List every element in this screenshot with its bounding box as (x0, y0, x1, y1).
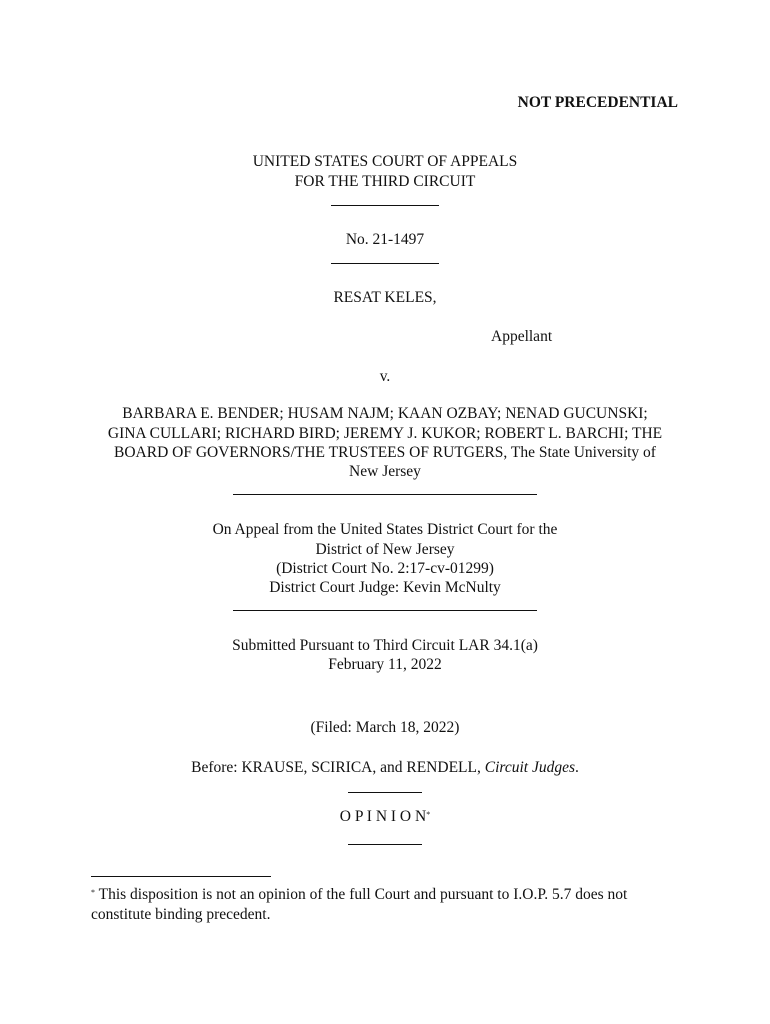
court-name-line-2: FOR THE THIRD CIRCUIT (294, 173, 476, 190)
filed-date: (Filed: March 18, 2022) (310, 719, 460, 736)
defendants-line-4: New Jersey (349, 463, 421, 480)
separator-rule-2 (0, 253, 770, 273)
court-name-line-1: UNITED STATES COURT OF APPEALS (252, 153, 518, 170)
separator-rule-6 (0, 834, 770, 854)
appellant-role: Appellant (491, 328, 553, 345)
separator-rule-5 (0, 782, 770, 802)
defendants-line-1: BARBARA E. BENDER; HUSAM NAJM; KAAN OZBAY; NENAD GUCUNSKI; (122, 405, 648, 422)
submission-line: Submitted Pursuant to Third Circuit LAR 34.1(a) (232, 637, 538, 654)
versus-label: v. (379, 368, 391, 385)
defendants-line-3: BOARD OF GOVERNORS/THE TRUSTEES OF RUTGERS, The State University of (114, 444, 656, 461)
submission-date: February 11, 2022 (328, 656, 442, 673)
appeal-line-2: District of New Jersey (315, 541, 455, 558)
separator-rule-3 (0, 484, 770, 504)
panel-line (0, 758, 770, 778)
separator-rule-1 (0, 195, 770, 215)
appeal-line-4: District Court Judge: Kevin McNulty (269, 579, 501, 596)
appeal-line-1: On Appeal from the United States District Court for the (212, 521, 558, 538)
not-precedential-label: NOT PRECEDENTIAL (517, 94, 678, 111)
case-number: No. 21-1497 (345, 231, 425, 248)
defendants-line-2: GINA CULLARI; RICHARD BIRD; JEREMY J. KUKOR; ROBERT L. BARCHI; THE (107, 425, 663, 442)
footnote-divider (91, 876, 271, 877)
opinion-heading: O P I N I O N (339, 808, 427, 825)
opinion-footnote-marker: * (426, 810, 431, 819)
footnote-line-2: constitute binding precedent. (91, 905, 271, 923)
panel-judges: Before: KRAUSE, SCIRICA, and RENDELL, (191, 759, 485, 776)
panel-title: Circuit Judges (484, 759, 575, 776)
footnote (91, 885, 711, 924)
footnote-line-1 (91, 885, 711, 905)
footnote-marker: * (91, 888, 95, 897)
separator-rule-4 (0, 600, 770, 620)
opinion-heading-line (0, 807, 770, 827)
appeal-line-3: (District Court No. 2:17-cv-01299) (276, 560, 494, 577)
appellant-name: RESAT KELES, (333, 289, 437, 306)
footnote-text-1: This disposition is not an opinion of the full Court and pursuant to I.O.P. 5.7 does not (98, 886, 628, 903)
panel-suffix: . (575, 759, 579, 776)
